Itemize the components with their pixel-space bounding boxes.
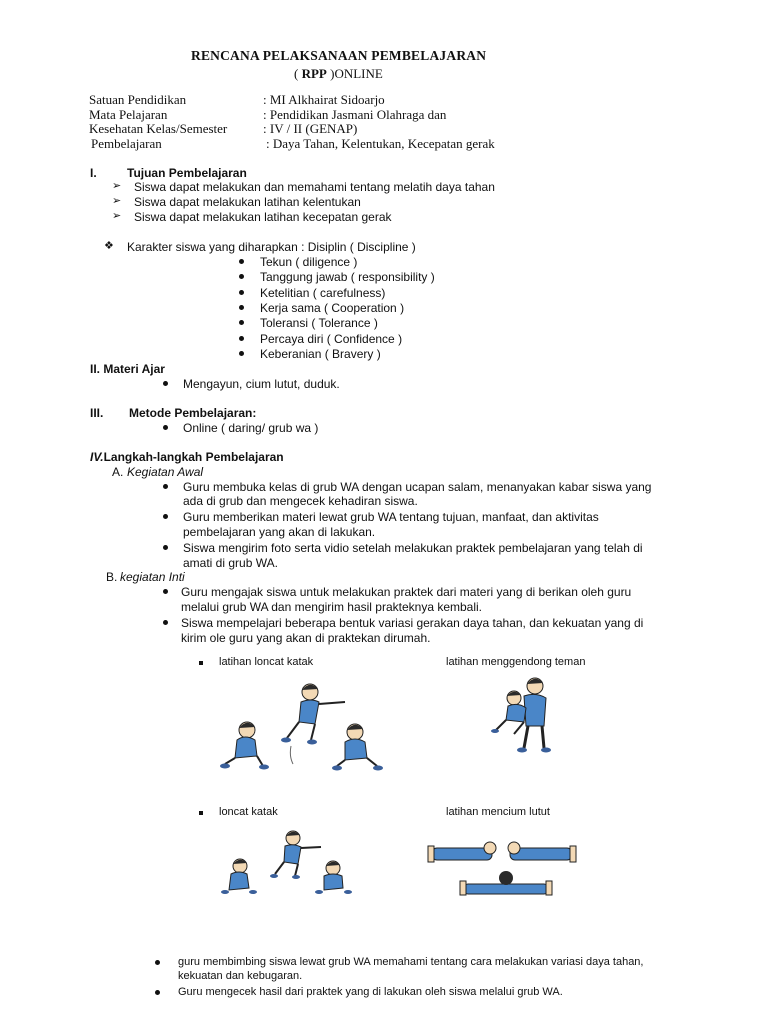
closing-item: Guru mengecek hasil dari praktek yang di lakukan oleh siswa melalui grub WA. [178,986,563,998]
bullet-icon [239,259,244,264]
section-title: Tujuan Pembelajaran [127,166,247,180]
document-subtitle [294,66,383,82]
crouching-child-figure [221,859,257,894]
step-item: kirim ole guru yang akan di praktekan dirumah. [181,631,431,645]
karakter-item: Keberanian ( Bravery ) [260,347,381,361]
section-number: III. [90,406,104,420]
karakter-item: Percaya diri ( Confidence ) [260,332,403,346]
karakter-item: Toleransi ( Tolerance ) [260,316,378,330]
frog-jump-illustration [215,680,395,780]
figure-caption: latihan mencium lutut [446,806,550,818]
section-title: Metode Pembelajaran: [129,406,257,420]
bullet-icon [239,290,244,295]
jumping-child-figure [281,684,345,764]
landing-child-figure [315,861,352,894]
crouching-child-figure [220,722,269,770]
stretching-child-center [460,871,552,895]
materi-item: Mengayun, cium lutut, duduk. [183,377,340,391]
stretching-child-right [508,842,576,862]
bullet-icon [239,351,244,356]
arrow-bullet-icon: ➢ [112,210,122,222]
subtitle-rpp: RPP [301,66,327,81]
karakter-item: Kerja sama ( Cooperation ) [260,301,405,315]
jumping-child-figure [270,831,321,879]
bullet-icon [155,960,160,965]
bullet-icon [163,545,168,550]
bullet-icon [163,381,168,386]
bullet-icon [163,514,168,519]
step-item: Siswa mempelajari beberapa bentuk variasi gerakan daya tahan, dan kekuatan yang di [181,616,644,630]
objective-item: Siswa dapat melakukan latihan kecepatan gerak [134,210,392,224]
karakter-item: Tanggung jawab ( responsibility ) [260,270,435,284]
subsection-title: Kegiatan Awal [127,465,204,479]
section-title [90,450,284,464]
section-title: II. Materi Ajar [90,362,165,376]
square-bullet-icon [199,661,203,665]
step-item: amati di grub WA. [183,556,278,570]
kiss-knee-illustration [428,836,578,906]
bullet-icon [155,990,160,995]
identity-label: Satuan Pendidikan [89,92,187,107]
step-item: melalui grub WA dan mengirim hasil prakteknya kembali. [181,600,483,614]
bullet-icon [163,484,168,489]
subsection-letter: B. [106,570,118,584]
section-number: IV. [90,450,104,464]
subsection-title: kegiatan Inti [120,570,185,584]
section-number: I. [90,166,97,180]
piggyback-illustration [490,676,560,756]
diamond-bullet-icon: ❖ [104,240,114,252]
identity-label: Mata Pelajaran [89,107,168,122]
bullet-icon [163,620,168,625]
figure-caption: latihan loncat katak [219,656,314,668]
karakter-item: Tekun ( diligence ) [260,255,358,269]
document-title: RENCANA PELAKSANAAN PEMBELAJARAN [191,48,487,63]
section-title-text: Langkah-langkah Pembelajaran [103,450,284,464]
identity-value: : IV / II (GENAP) [263,121,358,136]
step-item: Guru membuka kelas di grub WA dengan ucapan salam, menanyakan kabar siswa yang [183,480,652,494]
figure-caption: loncat katak [219,806,278,818]
step-item: ada di grub dan mengecek kehadiran siswa. [183,494,418,508]
arrow-bullet-icon: ➢ [112,195,122,207]
closing-item: kekuatan dan kebugaran. [178,970,303,982]
closing-item: guru membimbing siswa lewat grub WA memahami tentang cara melakukan variasi daya tahan, [178,956,644,968]
bullet-icon [239,305,244,310]
arrow-bullet-icon: ➢ [112,180,122,192]
identity-value: : Pendidikan Jasmani Olahraga dan [263,107,447,122]
subtitle-online: )ONLINE [326,66,383,81]
carried-child-figure [491,691,526,734]
step-item: Siswa mengirim foto serta vidio setelah melakukan praktek pembelajaran yang telah di [183,541,643,555]
figure-caption: latihan menggendong teman [446,656,586,668]
bullet-icon [163,589,168,594]
identity-value: : MI Alkhairat Sidoarjo [263,92,385,107]
step-item: Guru mengajak siswa untuk melakukan praktek dari materi yang di berikan oleh guru [181,585,632,599]
bullet-icon [239,320,244,325]
identity-value: : Daya Tahan, Kelentukan, Kecepatan gerak [266,136,495,151]
stretching-child-left [428,842,496,862]
step-item: Guru memberikan materi lewat grub WA tentang tujuan, manfaat, dan aktivitas [183,510,599,524]
step-item: pembelajaran yang akan di lakukan. [183,525,376,539]
karakter-item: Ketelitian ( carefulness) [260,286,386,300]
landing-child-figure [332,724,383,771]
bullet-icon [239,336,244,341]
karakter-label: Karakter siswa yang diharapkan : Disiplin ( Discipline ) [127,240,416,254]
identity-label: Kesehatan Kelas/Semester [89,121,228,136]
objective-item: Siswa dapat melakukan dan memahami tentang melatih daya tahan [134,180,495,194]
frog-jump-illustration [215,830,365,900]
bullet-icon [239,274,244,279]
bullet-icon [163,425,168,430]
objective-item: Siswa dapat melakukan latihan kelentukan [134,195,361,209]
subsection-letter: A. [112,465,124,479]
metode-item: Online ( daring/ grub wa ) [183,421,319,435]
subtitle-open: ( [294,66,302,81]
identity-label: Pembelajaran [91,136,162,151]
square-bullet-icon [199,811,203,815]
